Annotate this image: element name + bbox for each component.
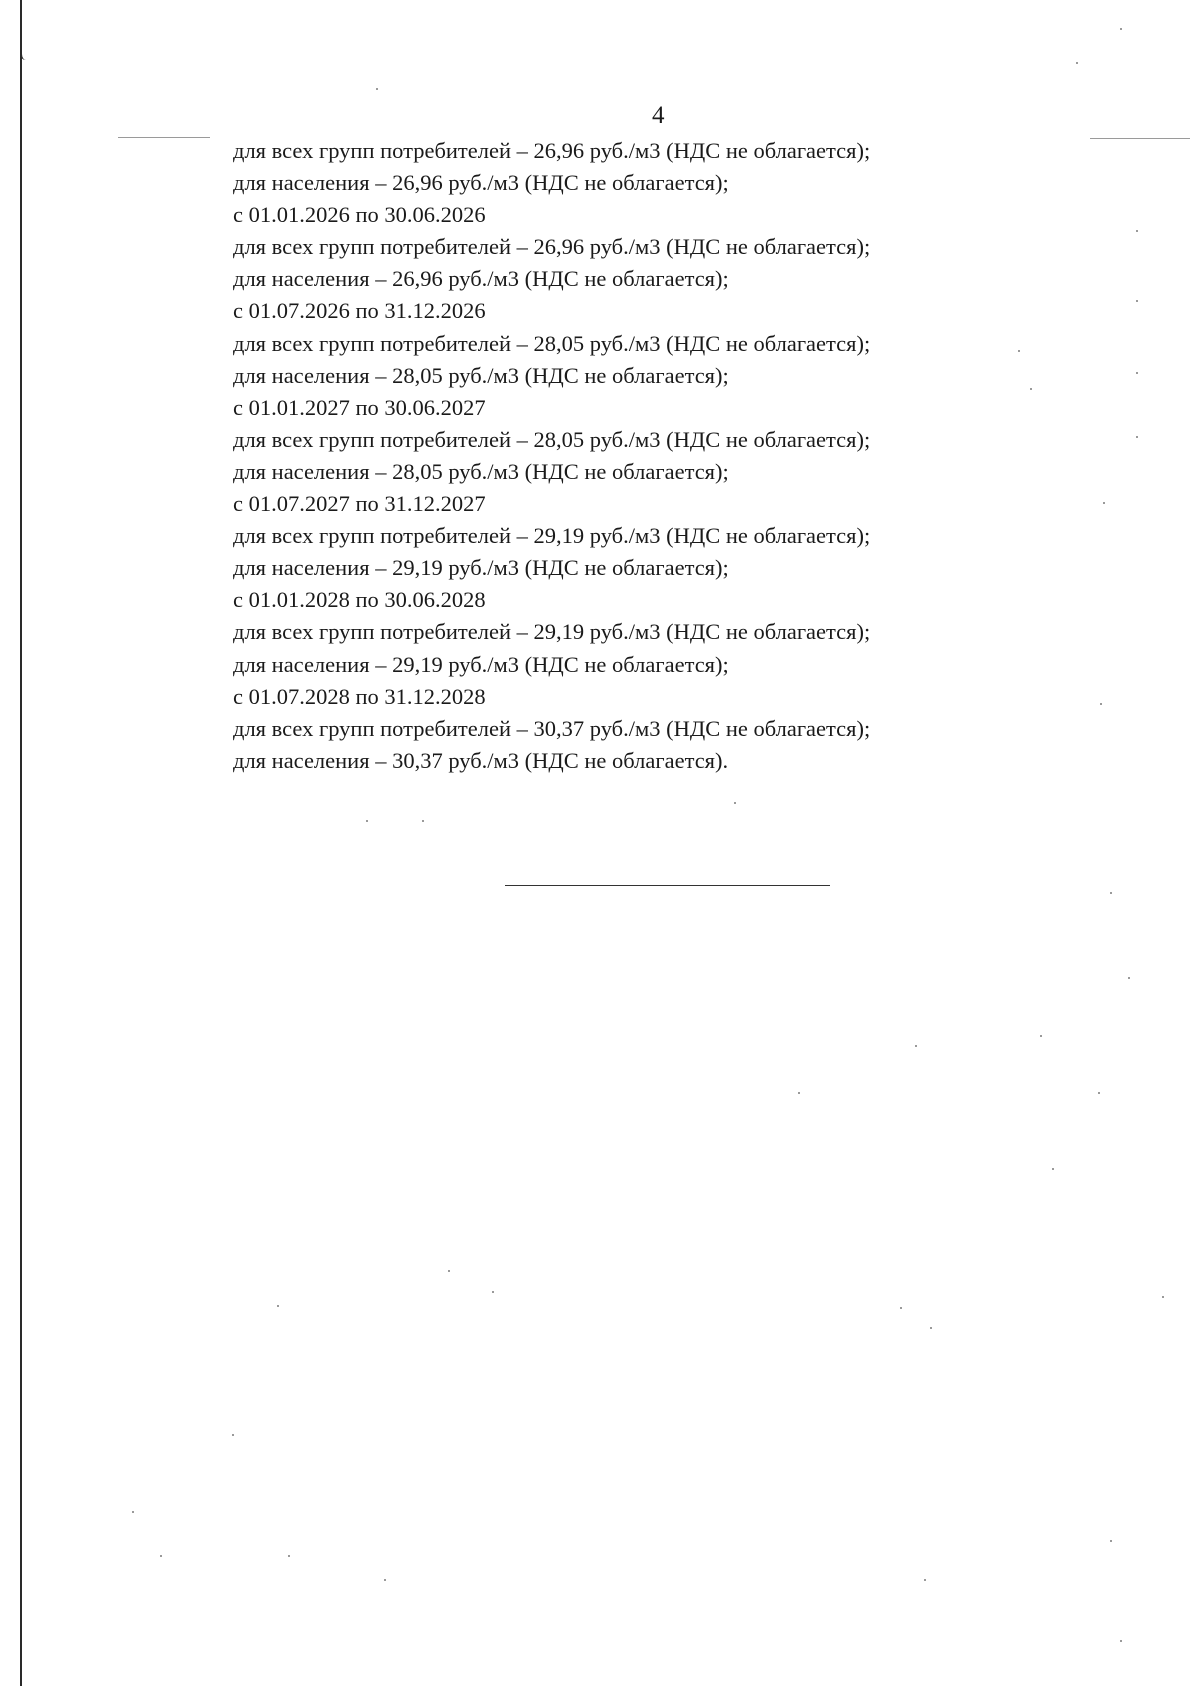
- scan-speck: [1018, 350, 1020, 352]
- scan-speck: [1120, 28, 1122, 30]
- scan-binding-edge: [20, 0, 22, 1686]
- tariff-line: для населения – 28,05 руб./м3 (НДС не облагается);: [233, 458, 729, 484]
- scan-speck: [1040, 1035, 1042, 1037]
- scan-speck: [288, 1555, 290, 1557]
- scan-speck: [384, 1579, 386, 1581]
- period-line: с 01.07.2028 по 31.12.2028: [233, 683, 486, 709]
- tariff-line: для всех групп потребителей – 28,05 руб./м3 (НДС не облагается);: [233, 426, 871, 452]
- scan-noise-dash: [1090, 138, 1190, 139]
- scan-speck: [277, 1305, 279, 1307]
- scan-speck: [1030, 388, 1032, 390]
- page-number: 4: [652, 102, 665, 129]
- scan-speck: [366, 820, 368, 822]
- tariff-line: для населения – 30,37 руб./м3 (НДС не облагается).: [233, 747, 729, 773]
- scan-speck: [232, 1434, 234, 1436]
- scan-speck: [900, 1307, 902, 1309]
- scan-speck: [1162, 1296, 1164, 1298]
- tariff-line: для населения – 29,19 руб./м3 (НДС не облагается);: [233, 651, 729, 677]
- scan-speck: [930, 1327, 932, 1329]
- scan-speck: [1076, 62, 1078, 64]
- scan-speck: [1110, 1540, 1112, 1542]
- scan-speck: [1128, 977, 1130, 979]
- scan-speck: [924, 1579, 926, 1581]
- scan-speck: [1136, 230, 1138, 232]
- scan-speck: [1120, 1640, 1122, 1642]
- scan-speck: [798, 1092, 800, 1094]
- tariff-line: для населения – 26,96 руб./м3 (НДС не облагается);: [233, 266, 729, 292]
- tariff-line: для всех групп потребителей – 28,05 руб./м3 (НДС не облагается);: [233, 330, 871, 356]
- scan-speck: [1136, 436, 1138, 438]
- scan-speck: [422, 820, 424, 822]
- period-line: с 01.01.2027 по 30.06.2027: [233, 394, 486, 420]
- scan-speck: [1136, 300, 1138, 302]
- scan-speck: [1103, 502, 1105, 504]
- closing-divider-line: [505, 885, 830, 886]
- tariff-line: для всех групп потребителей – 29,19 руб./м3 (НДС не облагается);: [233, 619, 871, 645]
- scan-speck: [132, 1511, 134, 1513]
- scan-speck: [492, 1291, 494, 1293]
- period-line: с 01.01.2028 по 30.06.2028: [233, 587, 486, 613]
- tariff-line: для всех групп потребителей – 29,19 руб./м3 (НДС не облагается);: [233, 523, 871, 549]
- scan-speck: [915, 1045, 917, 1047]
- period-line: с 01.07.2027 по 31.12.2027: [233, 491, 486, 517]
- scan-speck: [1136, 372, 1138, 374]
- tariff-line: для всех групп потребителей – 26,96 руб./м3 (НДС не облагается);: [233, 234, 871, 260]
- scan-speck: [1098, 1092, 1100, 1094]
- scan-speck: [734, 802, 736, 804]
- tariff-line: для населения – 29,19 руб./м3 (НДС не облагается);: [233, 555, 729, 581]
- tariff-line: для населения – 26,96 руб./м3 (НДС не облагается);: [233, 170, 729, 196]
- scan-speck: [376, 88, 378, 90]
- scan-noise-dash: [118, 137, 210, 138]
- tariff-line: для всех групп потребителей – 26,96 руб./м3 (НДС не облагается);: [233, 138, 871, 163]
- scan-speck: [1100, 703, 1102, 705]
- scan-binding-edge-top: [20, 0, 30, 60]
- period-line: с 01.07.2026 по 31.12.2026: [233, 298, 486, 324]
- tariff-line: для всех групп потребителей – 30,37 руб./м3 (НДС не облагается);: [233, 715, 871, 741]
- period-line: с 01.01.2026 по 30.06.2026: [233, 202, 486, 228]
- tariff-text-block: [233, 135, 993, 777]
- tariff-line: для населения – 28,05 руб./м3 (НДС не облагается);: [233, 362, 729, 388]
- scan-speck: [1052, 1168, 1054, 1170]
- scan-speck: [160, 1555, 162, 1557]
- scan-speck: [448, 1270, 450, 1272]
- scan-speck: [1110, 892, 1112, 894]
